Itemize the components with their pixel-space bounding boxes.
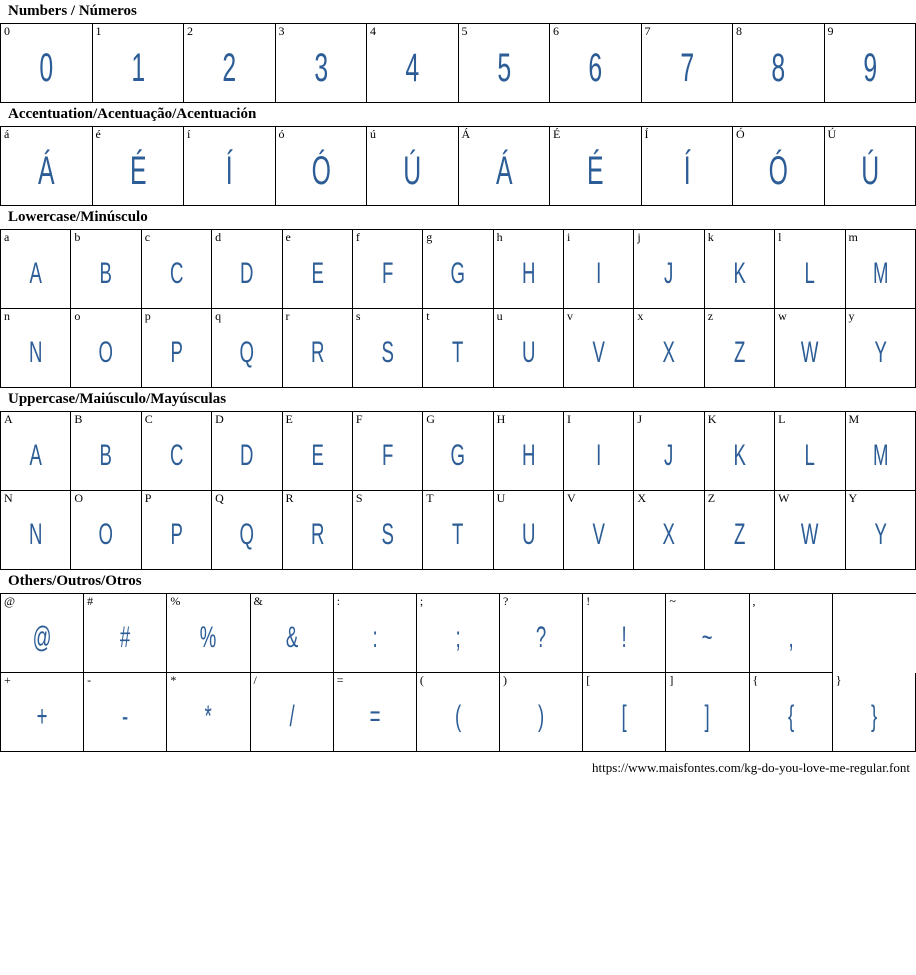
- glyph-cell: [282, 412, 352, 491]
- glyph-sample: =: [369, 700, 381, 733]
- glyph-cell: [71, 412, 141, 491]
- glyph-table-uppercase: [0, 411, 916, 570]
- glyph-sample: +: [36, 700, 48, 733]
- glyph-sample: V: [592, 518, 605, 551]
- glyph-label: 9: [827, 24, 834, 38]
- glyph-label: l: [778, 230, 782, 244]
- glyph-cell: [458, 24, 550, 103]
- glyph-cell: [1, 127, 93, 206]
- glyph-cell: [184, 24, 276, 103]
- glyph-label: 2: [187, 24, 193, 38]
- glyph-label: F: [355, 412, 363, 426]
- glyph-sample: ,: [788, 621, 794, 654]
- glyph-cell: [367, 127, 459, 206]
- glyph-sample: *: [204, 700, 213, 733]
- glyph-sample: I: [596, 439, 602, 472]
- glyph-label: 4: [370, 24, 376, 38]
- glyph-label: -: [87, 673, 92, 687]
- glyph-label: @: [4, 594, 16, 608]
- glyph-cell: [250, 594, 333, 673]
- glyph-label: q: [215, 309, 222, 323]
- glyph-label: 1: [95, 24, 102, 38]
- glyph-cell: [352, 412, 422, 491]
- glyph-label: *: [170, 673, 177, 687]
- glyph-cell: [92, 127, 184, 206]
- glyph-label: b: [74, 230, 81, 244]
- glyph-sample: ]: [704, 700, 711, 733]
- glyph-label: á: [4, 127, 10, 141]
- glyph-cell: [634, 491, 704, 570]
- table-row: [1, 309, 916, 388]
- glyph-cell: [1, 24, 93, 103]
- glyph-label: A: [4, 412, 13, 426]
- glyph-label: u: [496, 309, 503, 323]
- glyph-cell: [704, 412, 774, 491]
- glyph-label: Á: [461, 127, 471, 141]
- glyph-sample: E: [310, 257, 324, 290]
- glyph-label: É: [553, 127, 561, 141]
- glyph-label: Q: [215, 491, 224, 505]
- glyph-label: Ó: [736, 127, 745, 141]
- glyph-sample: T: [452, 518, 464, 551]
- glyph-cell: [167, 594, 250, 673]
- glyph-sample: A: [29, 439, 42, 472]
- glyph-label: 6: [553, 24, 559, 38]
- glyph-label: /: [253, 673, 257, 687]
- glyph-cell: [666, 594, 749, 673]
- glyph-label: v: [567, 309, 573, 323]
- glyph-cell: [824, 24, 916, 103]
- glyph-sample: Q: [239, 336, 255, 369]
- glyph-cell: [845, 230, 916, 309]
- glyph-label: Í: [644, 127, 649, 141]
- glyph-label: ;: [419, 594, 424, 608]
- glyph-sample: 9: [862, 46, 877, 90]
- glyph-label: s: [355, 309, 361, 323]
- glyph-cell: [704, 230, 774, 309]
- glyph-label: 8: [736, 24, 742, 38]
- glyph-cell: [564, 412, 634, 491]
- glyph-cell: [1, 412, 71, 491]
- glyph-sample: D: [240, 257, 254, 290]
- glyph-cell: [333, 673, 416, 752]
- glyph-label: V: [567, 491, 576, 505]
- glyph-label: h: [496, 230, 503, 244]
- glyph-table-others: [0, 593, 916, 752]
- glyph-label: d: [215, 230, 222, 244]
- section-title-accentuation: Accentuation/Acentuação/Acentuación: [8, 106, 257, 122]
- glyph-cell: [634, 412, 704, 491]
- glyph-cell: [423, 491, 493, 570]
- glyph-sample: H: [521, 439, 536, 472]
- glyph-cell: [333, 594, 416, 673]
- glyph-sample: Ú: [403, 149, 422, 193]
- table-row: [1, 127, 916, 206]
- glyph-cell: [423, 309, 493, 388]
- glyph-sample: M: [872, 439, 888, 472]
- glyph-label: ]: [669, 673, 674, 687]
- glyph-sample: 8: [771, 46, 786, 90]
- glyph-cell: [71, 309, 141, 388]
- glyph-sample: Z: [733, 336, 746, 369]
- glyph-label: Ú: [827, 127, 837, 141]
- glyph-sample: G: [450, 439, 466, 472]
- glyph-cell: [84, 673, 167, 752]
- glyph-sample: P: [170, 336, 183, 369]
- glyph-cell: [845, 412, 916, 491]
- glyph-label: R: [285, 491, 294, 505]
- glyph-cell: [458, 127, 550, 206]
- glyph-cell: [212, 309, 282, 388]
- table-row: [1, 673, 916, 752]
- glyph-label: f: [355, 230, 360, 244]
- glyph-sample: [: [621, 700, 627, 733]
- glyph-label: H: [496, 412, 506, 426]
- glyph-sample: Y: [874, 336, 887, 369]
- glyph-label: C: [144, 412, 153, 426]
- glyph-sample: T: [452, 336, 464, 369]
- glyph-sample: R: [310, 518, 324, 551]
- glyph-label: L: [778, 412, 786, 426]
- glyph-cell: [71, 230, 141, 309]
- glyph-label: M: [848, 412, 860, 426]
- glyph-label: g: [426, 230, 433, 244]
- glyph-sample: @: [32, 621, 52, 654]
- glyph-sample: Ó: [311, 149, 331, 193]
- glyph-cell: [212, 491, 282, 570]
- glyph-cell: [1, 673, 84, 752]
- glyph-label: 0: [4, 24, 10, 38]
- glyph-cell: [641, 24, 733, 103]
- glyph-sample: É: [586, 149, 604, 193]
- glyph-label: G: [426, 412, 435, 426]
- glyph-cell: [1, 491, 71, 570]
- glyph-sample: 0: [39, 46, 54, 90]
- glyph-sample: B: [99, 439, 113, 472]
- table-row: [1, 230, 916, 309]
- glyph-cell: [749, 673, 832, 752]
- glyph-cell: [282, 309, 352, 388]
- glyph-sample: P: [170, 518, 183, 551]
- glyph-sample: J: [664, 439, 674, 472]
- glyph-cell: [583, 673, 666, 752]
- glyph-sample: 3: [313, 46, 328, 90]
- glyph-sample: A: [29, 257, 42, 290]
- glyph-sample: Á: [495, 149, 513, 193]
- glyph-sample: V: [592, 336, 605, 369]
- glyph-sample: R: [310, 336, 324, 369]
- glyph-label: ú: [370, 127, 376, 141]
- glyph-label: #: [87, 594, 94, 608]
- glyph-cell: [275, 24, 367, 103]
- glyph-sample: :: [372, 621, 378, 654]
- glyph-cell: [493, 230, 563, 309]
- glyph-cell: [500, 594, 583, 673]
- glyph-label: o: [74, 309, 81, 323]
- glyph-label: y: [848, 309, 855, 323]
- glyph-label: (: [419, 673, 424, 687]
- glyph-cell: [666, 673, 749, 752]
- glyph-sample: E: [310, 439, 324, 472]
- glyph-label: +: [4, 673, 11, 687]
- glyph-cell: [583, 594, 666, 673]
- glyph-label: a: [4, 230, 10, 244]
- section-title-numbers: Numbers / Números: [8, 3, 137, 19]
- glyph-sample: É: [129, 149, 147, 193]
- glyph-sample: Ú: [860, 149, 879, 193]
- glyph-label: X: [637, 491, 647, 505]
- glyph-sample: Z: [733, 518, 746, 551]
- glyph-cell: [1, 230, 71, 309]
- glyph-cell: [84, 594, 167, 673]
- glyph-sample: ): [538, 700, 545, 733]
- glyph-label: S: [355, 491, 363, 505]
- glyph-sample: F: [381, 257, 394, 290]
- glyph-cell: [141, 230, 211, 309]
- glyph-label: [: [586, 673, 591, 687]
- glyph-cell: [212, 412, 282, 491]
- glyph-sample: S: [381, 518, 394, 551]
- glyph-sample: U: [521, 336, 536, 369]
- glyph-sample: -: [122, 700, 129, 733]
- glyph-label: í: [187, 127, 191, 141]
- glyph-sample: ~: [702, 621, 713, 654]
- source-url[interactable]: https://www.maisfontes.com/kg-do-you-love-me-regular.font: [592, 760, 910, 775]
- glyph-label: Z: [707, 491, 716, 505]
- glyph-sample: M: [872, 257, 888, 290]
- glyph-sample: O: [98, 518, 114, 551]
- glyph-cell: [1, 594, 84, 673]
- glyph-label: &: [253, 594, 263, 608]
- glyph-cell: [704, 491, 774, 570]
- glyph-sample: C: [169, 439, 184, 472]
- glyph-sample: Í: [683, 149, 691, 193]
- glyph-cell: [824, 127, 916, 206]
- glyph-cell: [775, 309, 845, 388]
- glyph-cell: [416, 594, 499, 673]
- glyph-cell: [416, 673, 499, 752]
- glyph-cell: [141, 491, 211, 570]
- glyph-label: }: [835, 672, 842, 687]
- glyph-sample: X: [662, 518, 676, 551]
- glyph-cell: [212, 230, 282, 309]
- glyph-label: r: [285, 309, 290, 323]
- glyph-label: E: [285, 412, 293, 426]
- glyph-cell: [167, 673, 250, 752]
- glyph-label: :: [336, 594, 341, 608]
- glyph-cell: [564, 230, 634, 309]
- glyph-label: t: [426, 309, 430, 323]
- glyph-label: %: [170, 594, 181, 608]
- glyph-cell: [282, 491, 352, 570]
- glyph-cell: [500, 673, 583, 752]
- section-title-uppercase: Uppercase/Maiúsculo/Mayúsculas: [8, 391, 227, 407]
- glyph-sample: }: [870, 699, 877, 733]
- glyph-label: D: [215, 412, 224, 426]
- glyph-sample: Q: [239, 518, 255, 551]
- glyph-cell: [71, 491, 141, 570]
- glyph-sample: W: [801, 336, 819, 369]
- section-title-others: Others/Outros/Otros: [8, 573, 142, 589]
- glyph-label: I: [567, 412, 571, 426]
- glyph-cell: [550, 24, 642, 103]
- glyph-label: U: [496, 491, 506, 505]
- glyph-sample: L: [804, 439, 815, 472]
- table-row: [1, 412, 916, 491]
- glyph-label: i: [567, 230, 571, 244]
- glyph-sample: 5: [496, 46, 511, 90]
- glyph-label: J: [637, 412, 643, 426]
- glyph-cell: [493, 412, 563, 491]
- glyph-label: n: [4, 309, 10, 323]
- glyph-label: z: [707, 309, 714, 323]
- glyph-sample: L: [804, 257, 815, 290]
- glyph-label: j: [637, 230, 641, 244]
- glyph-label: ~: [669, 594, 676, 608]
- glyph-label: p: [144, 309, 151, 323]
- glyph-cell: [184, 127, 276, 206]
- glyph-cell: [367, 24, 459, 103]
- glyph-label: K: [707, 412, 717, 426]
- glyph-table-lowercase: [0, 229, 916, 388]
- glyph-cell: [845, 491, 916, 570]
- glyph-cell: [352, 491, 422, 570]
- glyph-cell: [493, 309, 563, 388]
- glyph-cell: [550, 127, 642, 206]
- glyph-sample: &: [285, 621, 298, 654]
- glyph-label: ): [503, 673, 508, 687]
- section-title-lowercase: Lowercase/Minúsculo: [8, 209, 148, 225]
- glyph-label: W: [778, 491, 790, 505]
- glyph-sample: Y: [874, 518, 887, 551]
- glyph-cell: [92, 24, 184, 103]
- glyph-sample: U: [521, 518, 536, 551]
- glyph-sample: N: [28, 518, 43, 551]
- glyph-sample: N: [28, 336, 43, 369]
- glyph-label: e: [285, 230, 291, 244]
- glyph-sample: X: [662, 336, 676, 369]
- glyph-label: w: [778, 309, 787, 323]
- glyph-cell: [733, 24, 825, 103]
- glyph-table-accentuation: [0, 126, 916, 206]
- glyph-cell: [775, 230, 845, 309]
- glyph-sample: H: [521, 257, 536, 290]
- glyph-sample: Ó: [768, 149, 788, 193]
- glyph-cell: [775, 412, 845, 491]
- glyph-label: {: [752, 673, 759, 687]
- glyph-sample: K: [733, 439, 746, 472]
- glyph-label: !: [586, 594, 591, 608]
- glyph-label: c: [144, 230, 151, 244]
- glyph-sample: C: [169, 257, 184, 290]
- glyph-cell: [423, 230, 493, 309]
- glyph-sample: /: [289, 700, 295, 733]
- glyph-sample: {: [787, 700, 794, 733]
- glyph-table-numbers: [0, 23, 916, 103]
- glyph-label: 3: [278, 24, 285, 38]
- glyph-cell: [352, 309, 422, 388]
- glyph-sample: Á: [37, 149, 55, 193]
- glyph-cell: [564, 491, 634, 570]
- glyph-sample: K: [733, 257, 746, 290]
- glyph-cell: [141, 412, 211, 491]
- glyph-cell: [282, 230, 352, 309]
- glyph-sample: W: [801, 518, 819, 551]
- glyph-sample: %: [200, 621, 217, 654]
- glyph-sample: O: [98, 336, 114, 369]
- glyph-cell: [352, 230, 422, 309]
- glyph-label: k: [707, 230, 714, 244]
- glyph-sample: S: [381, 336, 394, 369]
- glyph-cell: [275, 127, 367, 206]
- glyph-sample: 7: [679, 46, 694, 90]
- glyph-cell: [634, 230, 704, 309]
- glyph-sample: ?: [535, 621, 547, 654]
- glyph-cell: [423, 412, 493, 491]
- glyph-sample: G: [450, 257, 466, 290]
- glyph-label: m: [848, 230, 858, 244]
- glyph-label: P: [144, 491, 152, 505]
- glyph-cell: [704, 309, 774, 388]
- glyph-sample: 6: [588, 46, 603, 90]
- glyph-sample: 4: [405, 46, 420, 90]
- glyph-cell: [1, 309, 71, 388]
- glyph-sample: F: [381, 439, 394, 472]
- table-row: [1, 24, 916, 103]
- glyph-label: é: [95, 127, 101, 141]
- glyph-cell: [775, 491, 845, 570]
- glyph-sample: Í: [225, 149, 233, 193]
- glyph-label: ?: [503, 594, 509, 608]
- glyph-sample: B: [99, 257, 113, 290]
- glyph-label: N: [4, 491, 13, 505]
- glyph-sample: 2: [222, 46, 237, 90]
- glyph-cell: [641, 127, 733, 206]
- glyph-cell: [141, 309, 211, 388]
- glyph-sample: 1: [130, 46, 145, 90]
- glyph-cell: [845, 309, 916, 388]
- glyph-cell: [493, 491, 563, 570]
- glyph-sample: !: [621, 621, 627, 654]
- glyph-cell: [832, 673, 915, 752]
- glyph-label: ó: [278, 127, 285, 141]
- glyph-label: 5: [461, 24, 468, 38]
- glyph-sample: #: [120, 621, 131, 654]
- glyph-cell: [564, 309, 634, 388]
- glyph-label: Y: [848, 491, 858, 505]
- glyph-label: O: [74, 491, 84, 505]
- glyph-sample: J: [664, 257, 674, 290]
- glyph-label: T: [426, 491, 434, 505]
- glyph-label: B: [74, 412, 83, 426]
- glyph-cell: [749, 594, 832, 673]
- table-row: [1, 594, 916, 673]
- glyph-cell: [634, 309, 704, 388]
- glyph-sample: (: [454, 700, 462, 733]
- table-row: [1, 491, 916, 570]
- glyph-sample: ;: [455, 621, 461, 654]
- glyph-label: =: [336, 673, 344, 687]
- glyph-cell: [250, 673, 333, 752]
- glyph-label: 7: [644, 24, 651, 38]
- glyph-cell: [733, 127, 825, 206]
- glyph-label: x: [637, 309, 644, 323]
- glyph-sample: I: [596, 257, 602, 290]
- glyph-sample: D: [240, 439, 254, 472]
- glyph-label: ,: [752, 594, 756, 608]
